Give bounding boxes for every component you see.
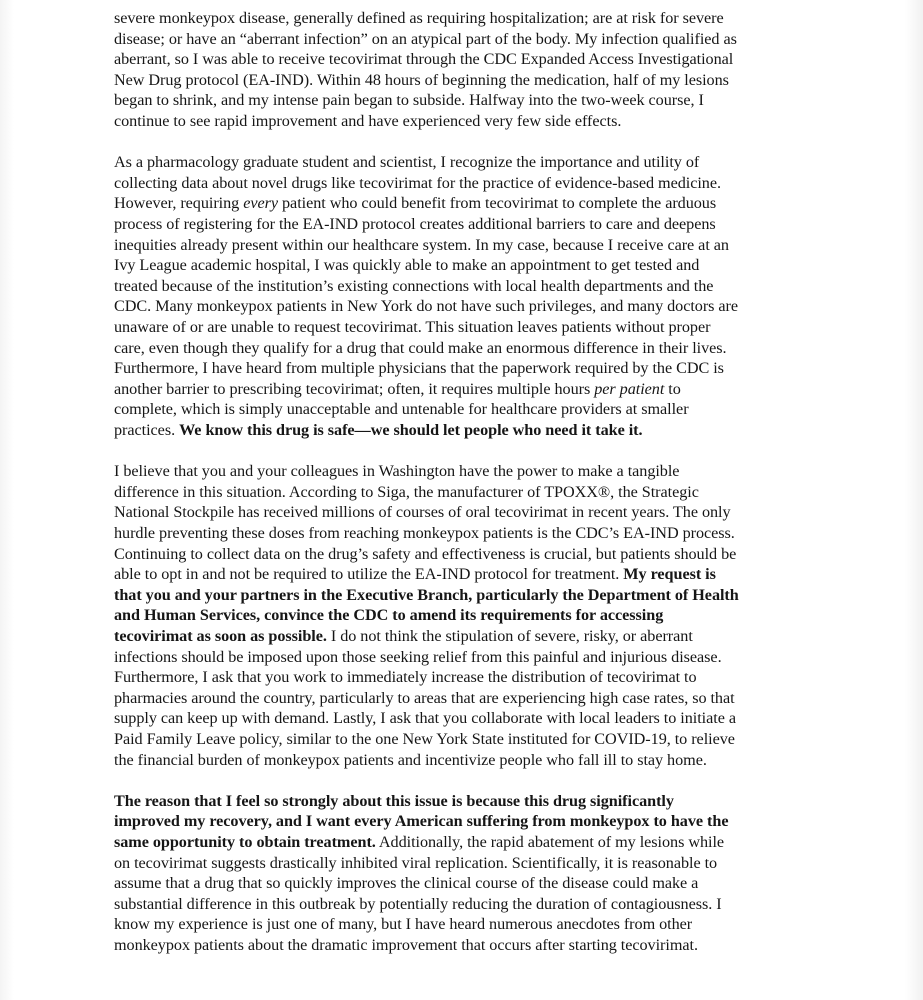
text-run: monkeypox patients about the dramatic improvement that occurs after starting tecovirimat. [114,936,698,954]
text-run: pharmacies around the country, particularly to areas that are experiencing high case rates, so that [114,688,735,707]
paragraph-3 [114,461,814,770]
text-run: know my experience is just one of many, but I have heard numerous anecdotes from other [114,915,693,934]
text-run: the financial burden of monkeypox patients and incentivize people who fall ill to stay home. [114,750,707,769]
text-line [114,276,814,297]
text-run: severe monkeypox disease, generally defined as requiring hospitalization; are at risk for severe [114,9,724,27]
text-run: inequities already present within our healthcare system. In my case, because I receive care at an [114,235,729,254]
letter-body [114,8,814,976]
text-line [114,255,814,276]
text-line [114,379,814,400]
text-line [114,70,814,91]
text-run: Continuing to collect data on the drug’s safety and effectiveness is crucial, but patients should be [114,544,737,563]
text-run: to [664,379,681,398]
bold-text: The reason that I feel so strongly about this issue is because this drug significantly [114,791,674,810]
text-run: infections should be imposed upon those seeking relief from this painful and injurious disease. [114,647,722,666]
text-line [114,338,814,359]
text-run: CDC. Many monkeypox patients in New York do not have such privileges, and many doctors are [114,297,739,316]
text-run: supply can keep up with demand. Lastly, I ask that you collaborate with local leaders to initiate a [114,709,736,728]
text-run: substantial difference in this outbreak by potentially reducing the duration of contagiousness. I [114,894,722,913]
text-line [114,708,814,729]
paragraph-4 [114,791,814,956]
text-run: However, requiring [114,194,244,213]
text-line [114,647,814,668]
text-line [114,811,814,832]
bold-text: tecovirimat as soon as possible. [114,627,327,645]
text-line [114,564,814,585]
text-line [114,502,814,523]
text-run: I believe that you and your colleagues in Washington have the power to make a tangible [114,462,680,481]
bold-text: improved my recovery, and I want every American suffering from monkeypox to have the [114,812,729,831]
text-line [114,29,814,50]
text-line [114,111,814,132]
text-line [114,49,814,70]
text-run: treated because of the institution’s existing connections with local health departments and the [114,276,714,295]
bold-text: My request is [623,565,716,584]
text-run: difference in this situation. According to Siga, the manufacturer of TPOXX®, the Strategic [114,482,699,501]
text-run: disease; or have an “aberrant infection” on an atypical part of the body. My infection qualified as [114,29,737,48]
text-line [114,152,814,173]
text-line [114,193,814,214]
text-run: another barrier to prescribing tecovirimat; often, it requires multiple hours [114,379,595,398]
text-line [114,482,814,503]
text-run: collecting data about novel drugs like tecovirimat for the practice of evidence-based medicine. [114,173,721,192]
text-line [114,729,814,750]
text-run: hurdle preventing these doses from reaching monkeypox patients is the CDC’s EA-IND process. [114,524,735,543]
text-run: able to opt in and not be required to utilize the EA-IND protocol for treatment. [114,565,624,584]
text-line [114,358,814,379]
text-run: New Drug protocol (EA-IND). Within 48 hours of beginning the medication, half of my lesions [114,70,729,89]
text-run: As a pharmacology graduate student and scientist, I recognize the importance and utility of [114,153,700,172]
text-run: aberrant, so I was able to receive tecovirimat through the CDC Expanded Access Investigational [114,50,734,69]
text-run: began to shrink, and my intense pain began to subside. Halfway into the two-week course, I [114,91,704,110]
text-run: Furthermore, I ask that you work to immediately increase the distribution of tecovirimat to [114,668,697,687]
text-line [114,317,814,338]
text-run: complete, which is simply unacceptable and untenable for healthcare providers at smaller [114,400,689,419]
text-line [114,605,814,626]
bold-text: and Human Services, convince the CDC to amend its requirements for accessing [114,606,664,625]
text-line [114,935,814,956]
text-run: process of registering for the EA-IND protocol creates additional barriers to care and deepens [114,215,716,234]
text-line [114,8,814,29]
text-line [114,235,814,256]
text-line [114,791,814,812]
text-run: practices. [114,420,180,439]
text-line [114,544,814,565]
text-line [114,214,814,235]
text-run: care, even though they qualify for a drug that could make an enormous difference in their lives. [114,338,727,357]
text-run: I do not think the stipulation of severe, risky, or aberrant [326,627,693,645]
text-line [114,667,814,688]
paragraph-1 [114,8,814,132]
text-line [114,461,814,482]
text-line [114,832,814,853]
text-run: continue to see rapid improvement and have experienced very few side effects. [114,111,622,130]
text-run: National Stockpile has received millions of courses of oral tecovirimat in recent years. The only [114,503,731,522]
bold-text: same opportunity to obtain treatment. [114,833,376,852]
text-line [114,914,814,935]
text-line [114,296,814,317]
text-run: Ivy League academic hospital, I was quickly able to make an appointment to get tested and [114,256,700,275]
text-run: assume that a drug that so quickly improves the clinical course of the disease could make a [114,874,699,893]
italic-text: per patient [594,379,665,398]
text-run: Additionally, the rapid abatement of my lesions while [375,833,725,852]
text-line [114,894,814,915]
text-line [114,420,814,441]
text-line [114,523,814,544]
italic-text: every [243,194,279,213]
text-run: Paid Family Leave policy, similar to the one New York State instituted for COVID-19, to relieve [114,729,735,748]
text-line [114,173,814,194]
text-line [114,90,814,111]
bold-text: that you and your partners in the Executive Branch, particularly the Department of Health [114,585,739,604]
text-run: unaware of or are unable to request tecovirimat. This situation leaves patients without proper [114,318,711,336]
paragraph-2 [114,152,814,440]
text-run: Furthermore, I have heard from multiple physicians that the paperwork required by the CDC is [114,359,724,378]
text-run: on tecovirimat suggests drastically inhibited viral replication. Scientifically, it is reasonable to [114,853,718,872]
text-line [114,873,814,894]
text-line [114,853,814,874]
bold-text: We know this drug is safe—we should let people who need it take it. [179,420,643,439]
text-line [114,688,814,709]
text-line [114,399,814,420]
text-line [114,750,814,771]
text-line [114,585,814,606]
text-line [114,626,814,647]
text-run: patient who could benefit from tecovirimat to complete the arduous [278,194,717,213]
